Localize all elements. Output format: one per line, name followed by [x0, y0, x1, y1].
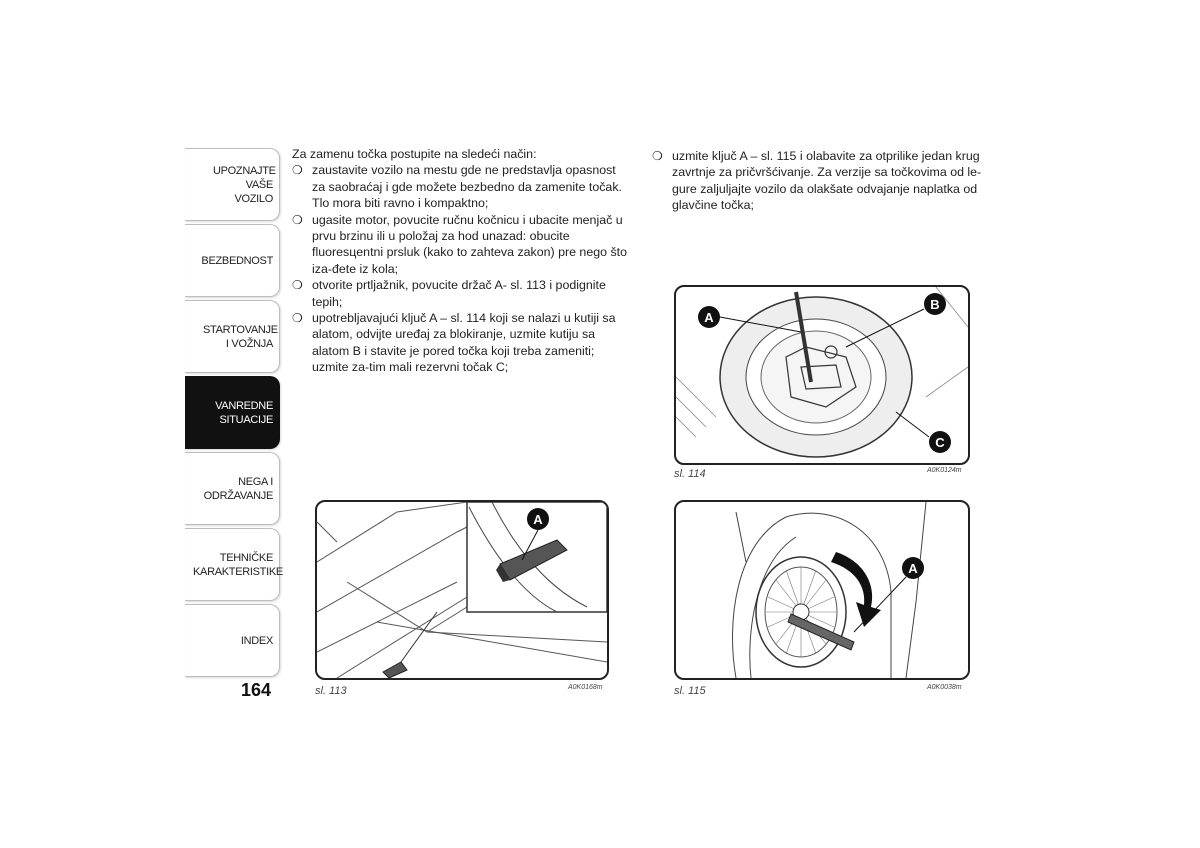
tab-upoznajte[interactable] [185, 148, 280, 221]
spare-wheel-illustration [676, 287, 968, 463]
figure-caption: sl. 114 [674, 468, 706, 480]
step-bullet: ❍ upotrebljavajući ključ A – sl. 114 koji se nalazi u kutiji sa alatom, odvijte uređaj za blokiranje, uzmite kutiju sa alatom B i stavite je pored točka koji treba zameniti; uzmite za-tim mali rezervni točak C; [292, 310, 632, 376]
step-bullet: ❍ uzmite ključ A – sl. 115 i olabavite za otprilike jedan krug zavrtnje za pričvršćivanje. Za verzije sa točkovima od le-gure zaljuljajte vozilo da olakšate odvajanje naplatka od glavčine točka; [652, 148, 992, 214]
step-bullet: ❍ ugasite motor, povucite ručnu kočnicu i ubacite menjač u prvu brzinu ili u položaj za hod unazad: obucite fluoresцentni prsluk (kako to zahteva zakon) pre nego što iza-đete iz kola; [292, 212, 632, 278]
tab-label: TEHNIČKE KARAKTERISTIKE [193, 551, 283, 578]
tab-label: INDEX [240, 634, 273, 647]
marker-c: C [935, 435, 945, 450]
tab-tehnicke[interactable] [185, 528, 283, 601]
tab-label: BEZBEDNOST [201, 254, 273, 267]
tab-nega[interactable] [185, 452, 280, 525]
right-text-column [652, 148, 992, 214]
tab-label: UPOZNAJTE VAŠE VOZILO [213, 164, 276, 205]
step-bullet: ❍ zaustavite vozilo na mestu gde ne predstavlja opasnost za saobraćaj i gde možete bezbedno da zamenite točak. Tlo mora biti ravno i kompaktno; [292, 162, 632, 211]
marker-a: A [704, 310, 714, 325]
tab-index[interactable] [185, 604, 280, 677]
figure-113 [315, 500, 609, 680]
figure-code: A0K0168m [568, 684, 603, 691]
tab-label: NEGA I ODRŽAVANJE [203, 475, 273, 502]
intro-text: Za zamenu točka postupite na sledeći način: [292, 147, 537, 161]
figure-caption: sl. 115 [674, 685, 706, 697]
marker-a: A [908, 561, 918, 576]
figure-code: A0K0038m [927, 684, 962, 691]
figure-115 [674, 500, 970, 680]
tab-vanredne[interactable] [185, 376, 280, 449]
tab-label: VANREDNE SITUACIJE [215, 399, 273, 426]
left-text-column [292, 146, 632, 376]
tab-label: STARTOVANJE I VOŽNJA [203, 323, 278, 350]
wheel-bolts-illustration [676, 502, 968, 678]
marker-a: A [533, 512, 543, 527]
tab-startovanje[interactable] [185, 300, 280, 373]
trunk-floor-illustration [317, 502, 607, 678]
figure-114 [674, 285, 970, 465]
figure-caption: sl. 113 [315, 685, 347, 697]
page-number: 164 [241, 680, 272, 700]
figure-code: A0K0124m [927, 467, 962, 474]
marker-b: B [930, 297, 940, 312]
tab-bezbednost[interactable] [185, 224, 280, 297]
step-bullet: ❍ otvorite prtljažnik, povucite držač A- sl. 113 i podignite tepih; [292, 277, 632, 310]
